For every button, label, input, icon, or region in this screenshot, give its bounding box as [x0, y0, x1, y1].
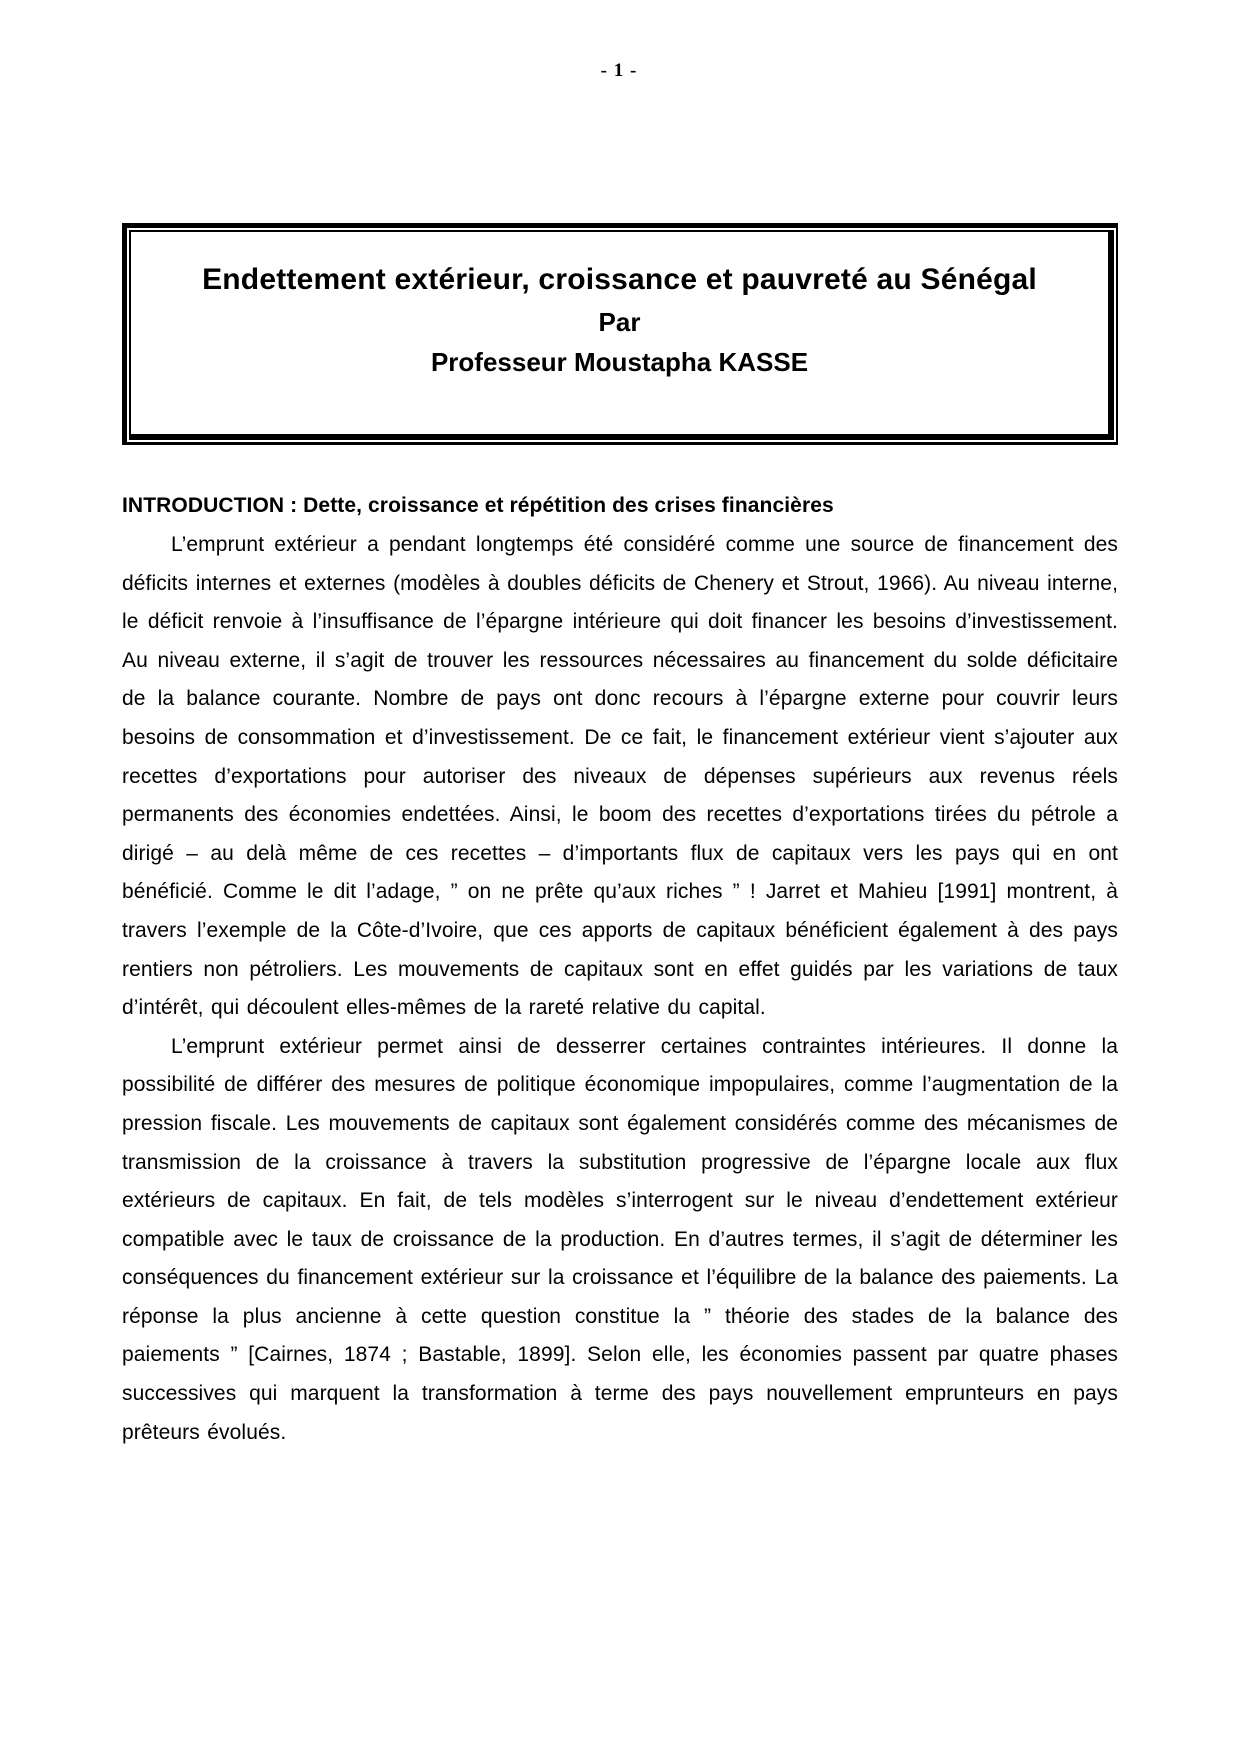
byline-label: Par	[598, 307, 641, 337]
title-box	[122, 223, 1118, 445]
paragraph: L’emprunt extérieur permet ainsi de desserrer certaines contraintes intérieures. Il donne la possibilité de différer des mesures de politique économique impopulaires, comme l’augmentation de la pression fiscale. Les mouvements de capitaux sont également considérés comme des mécanismes de transmission de la croissance à travers la substitution progressive de l’épargne locale aux flux extérieurs de capitaux. En fait, de tels modèles s’interrogent sur le niveau d’endettement extérieur compatible avec le taux de croissance de la production. En d’autres termes, il s’agit de déterminer les conséquences du financement extérieur sur la croissance et l’équilibre de la balance des paiements. La réponse la plus ancienne à cette question constitue la ” théorie des stades de la balance des paiements ” [Cairnes, 1874 ; Bastable, 1899]. Selon elle, les économies passent par quatre phases successives qui marquent la transformation à terme des pays nouvellement emprunteurs en pays prêteurs évolués.	[122, 1034, 1118, 1444]
document-title: Endettement extérieur, croissance et pauvreté au Sénégal	[202, 263, 1037, 296]
introduction-section	[122, 486, 1118, 1452]
author-name: Professeur Moustapha KASSE	[430, 347, 809, 377]
page-number: - 1 -	[600, 60, 638, 81]
section-heading: INTRODUCTION : Dette, croissance et répétition des crises financières	[122, 494, 834, 517]
paragraph: L’emprunt extérieur a pendant longtemps été considéré comme une source de financement des déficits internes et externes (modèles à doubles déficits de Chenery et Strout, 1966). Au niveau interne, le déficit renvoie à l’insuffisance de l’épargne intérieure qui doit financer les besoins d’investissement. Au niveau externe, il s’agit de trouver les ressources nécessaires au financement du solde déficitaire de la balance courante. Nombre de pays ont donc recours à l’épargne externe pour couvrir leurs besoins de consommation et d’investissement. De ce fait, le financement extérieur vient s’ajouter aux recettes d’exportations pour autoriser des niveaux de dépenses supérieurs aux revenus réels permanents des économies endettées. Ainsi, le boom des recettes d’exportations tirées du pétrole a dirigé – au delà même de ces recettes – d’importants flux de capitaux vers les pays qui en ont bénéficié. Comme le dit l’adage, ” on ne prête qu’aux riches ” ! Jarret et Mahieu [1991] montrent, à travers l’exemple de la Côte-d’Ivoire, que ces apports de capitaux bénéficient également à des pays rentiers non pétroliers. Les mouvements de capitaux sont en effet guidés par les variations de taux d’intérêt, qui découlent elles-mêmes de la rareté relative du capital.	[122, 533, 1118, 1020]
title-box-frame	[129, 230, 1114, 440]
